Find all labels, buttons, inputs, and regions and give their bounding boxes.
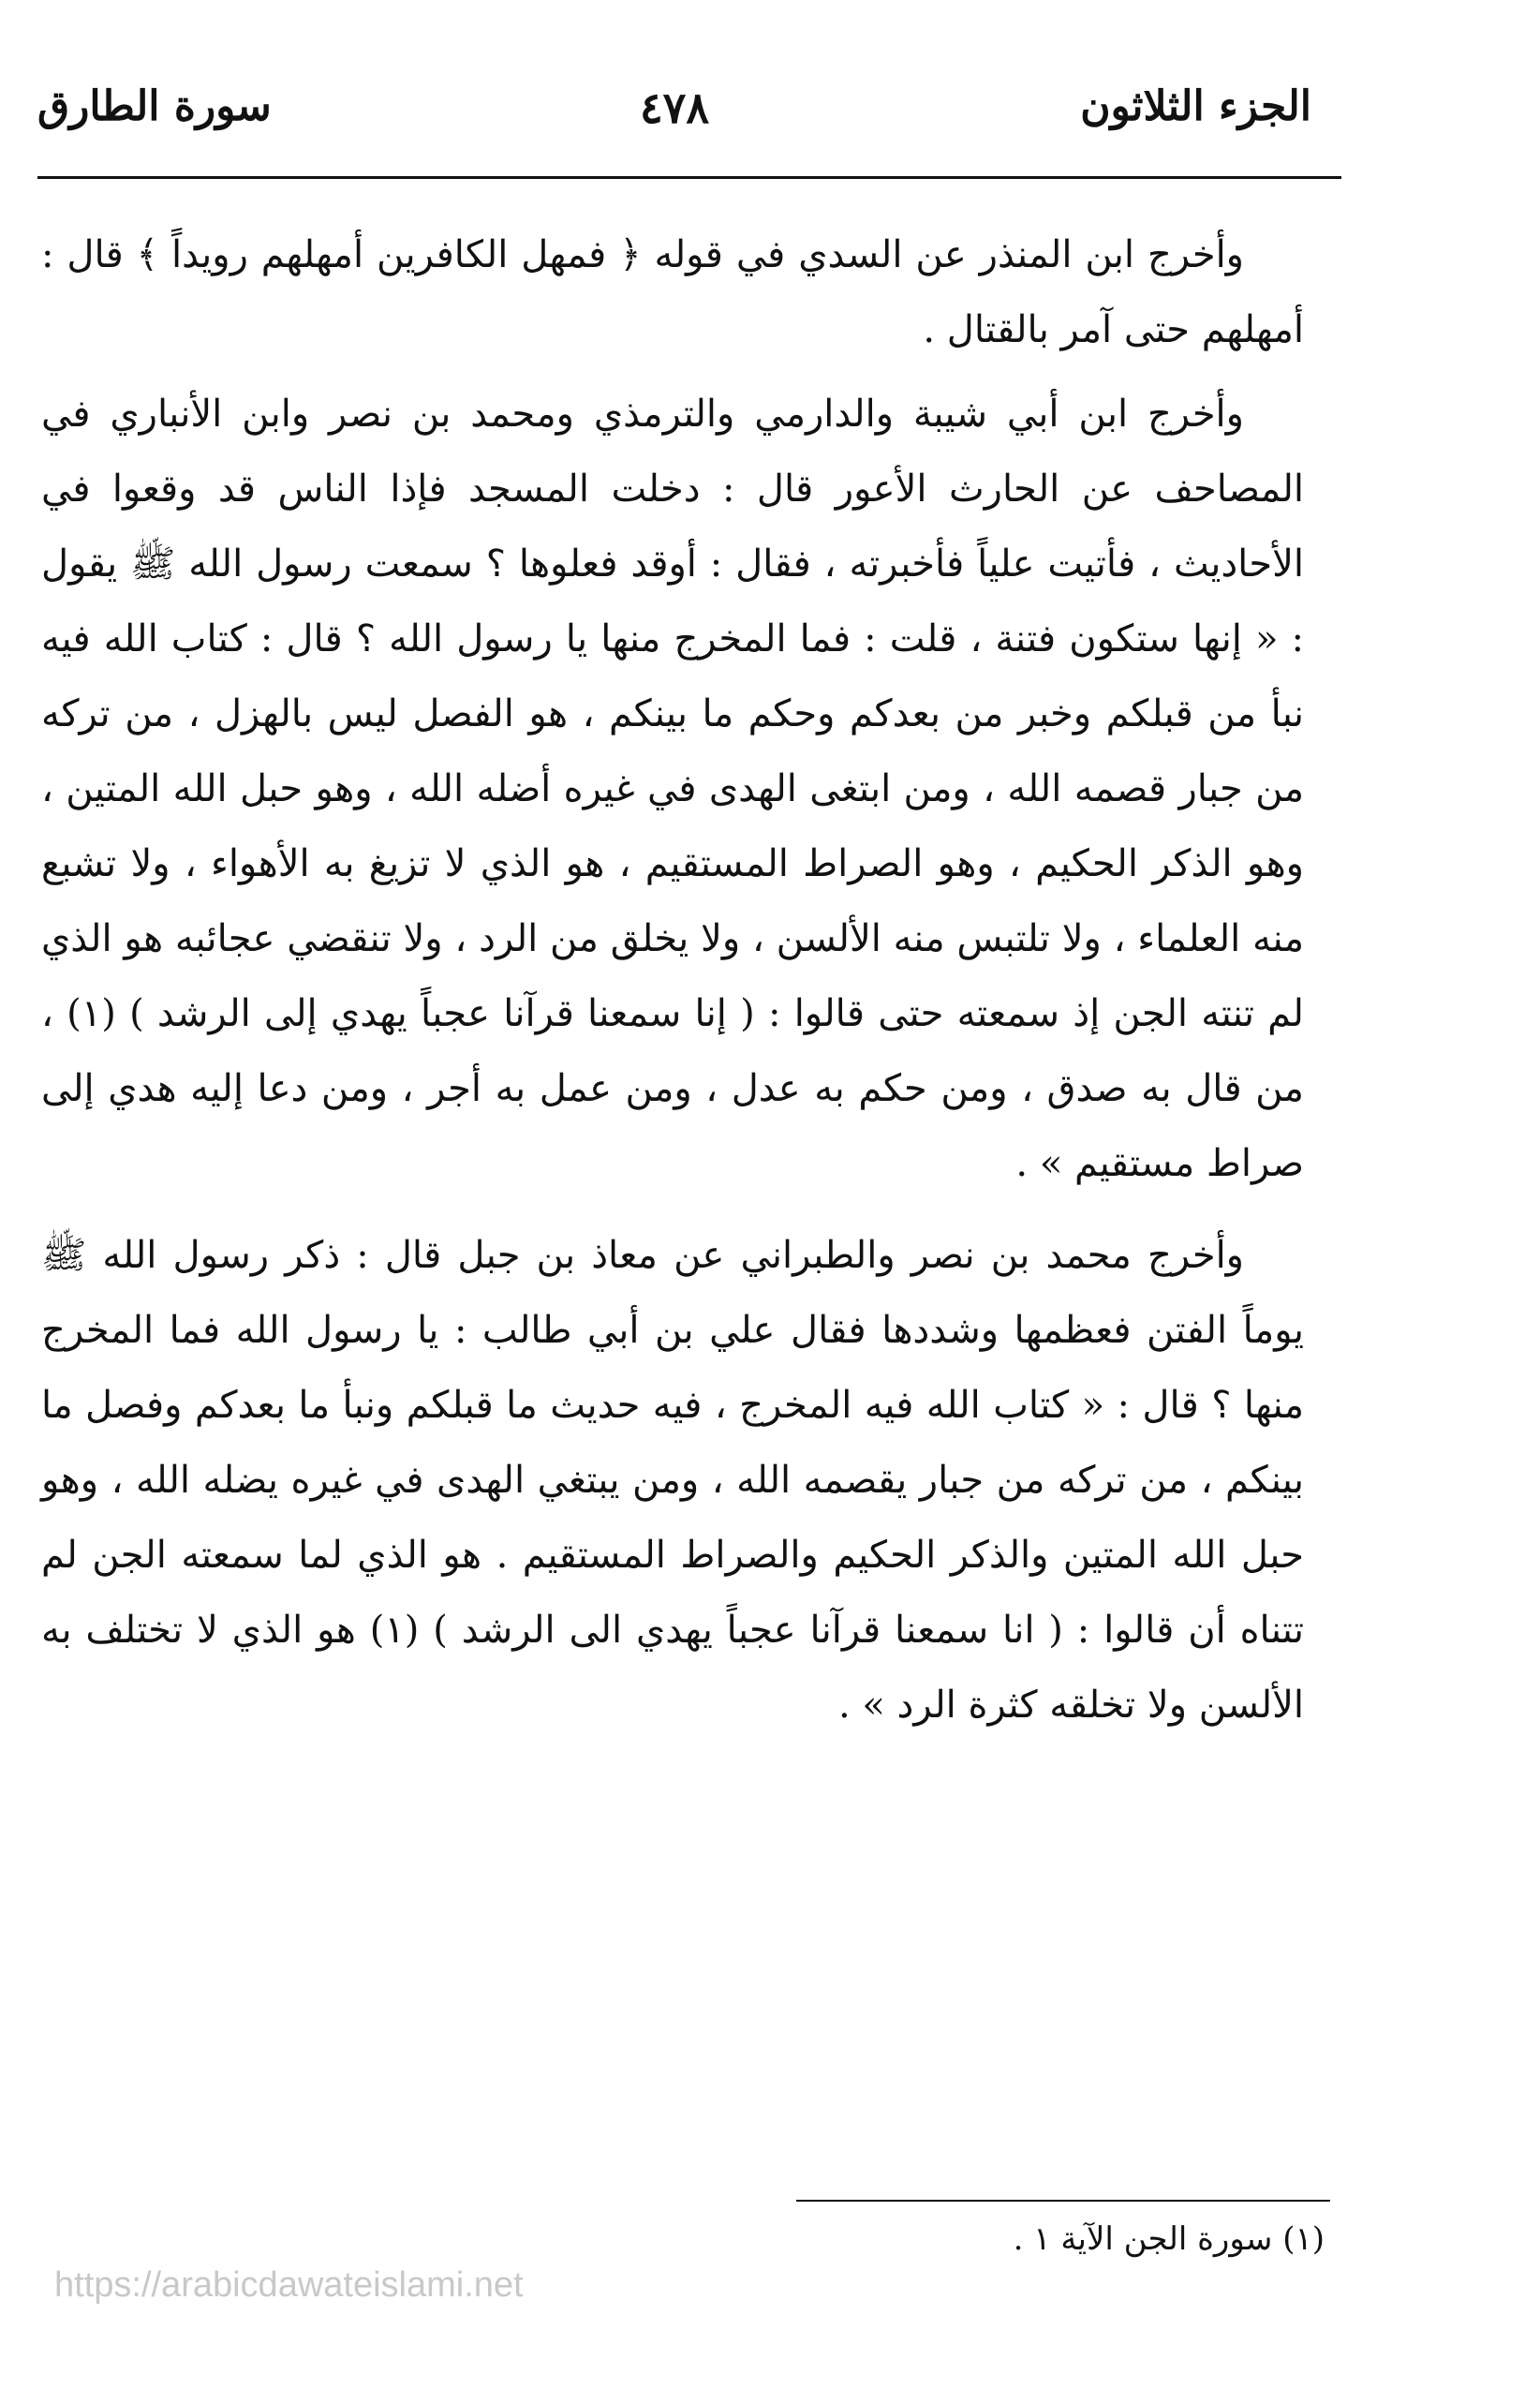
main-text bbox=[41, 217, 1304, 1759]
footnote-divider bbox=[796, 2200, 1330, 2202]
header-divider bbox=[37, 176, 1341, 179]
footnote: (١) سورة الجن الآية ١ . bbox=[1013, 2220, 1325, 2258]
juz-title: الجزء الثلاثون bbox=[1080, 82, 1311, 130]
page-number: ٤٧٨ bbox=[639, 82, 710, 133]
paragraph-1: وأخرج ابن المنذر عن السدي في قوله ﴿ فمهل الكافرين أمهلهم رويداً ﴾ قال : أمهلهم حتى آمر بالقتال . bbox=[41, 233, 1304, 351]
surah-title: سورة الطارق bbox=[37, 82, 272, 130]
paragraph-2: وأخرج ابن أبي شيبة والدارمي والترمذي ومحمد بن نصر وابن الأنباري في المصاحف عن الحارث الأعور قال : دخلت المسجد فإذا الناس قد وقعوا في الأحاديث ، فأتيت علياً فأخبرته ، فقال : أوقد فعلوها ؟ سمعت رسول الله ﷺ يقول : « إنها ستكون فتنة ، قلت : فما المخرج منها يا رسول الله ؟ قال : كتاب الله فيه نبأ من قبلكم وخبر من بعدكم وحكم ما بينكم ، هو الفصل ليس بالهزل ، من تركه من جبار قصمه الله ، ومن ابتغى الهدى في غيره أضله الله ، وهو حبل الله المتين ، وهو الذكر الحكيم ، وهو الصراط المستقيم ، هو الذي لا تزيغ به الأهواء ، ولا تشبع منه العلماء ، ولا تلتبس منه الألسن ، ولا يخلق من الرد ، ولا تنقضي عجائبه هو الذي لم تنته الجن إذ سمعته حتى قالوا : ( إنا سمعنا قرآنا عجباً يهدي إلى الرشد ) (١) ، من قال به صدق ، ومن حكم به عدل ، ومن عمل به أجر ، ومن دعا إليه هدي إلى صراط مستقيم » . bbox=[41, 393, 1304, 1185]
running-header bbox=[37, 82, 1311, 167]
paragraph-3: وأخرج محمد بن نصر والطبراني عن معاذ بن جبل قال : ذكر رسول الله ﷺ يوماً الفتن فعظمها وشددها فقال علي بن أبي طالب : يا رسول الله فما المخرج منها ؟ قال : « كتاب الله فيه المخرج ، فيه حديث ما قبلكم ونبأ ما بعدكم وفصل ما بينكم ، من تركه من جبار يقصمه الله ، ومن يبتغي الهدى في غيره يضله الله ، وهو حبل الله المتين والذكر الحكيم والصراط المستقيم . هو الذي لما سمعته الجن لم تتناه أن قالوا : ( انا سمعنا قرآنا عجباً يهدي الى الرشد ) (١) هو الذي لا تختلف به الألسن ولا تخلقه كثرة الرد » . bbox=[41, 1234, 1304, 1727]
watermark-url: https://arabicdawateislami.net bbox=[54, 2265, 524, 2305]
